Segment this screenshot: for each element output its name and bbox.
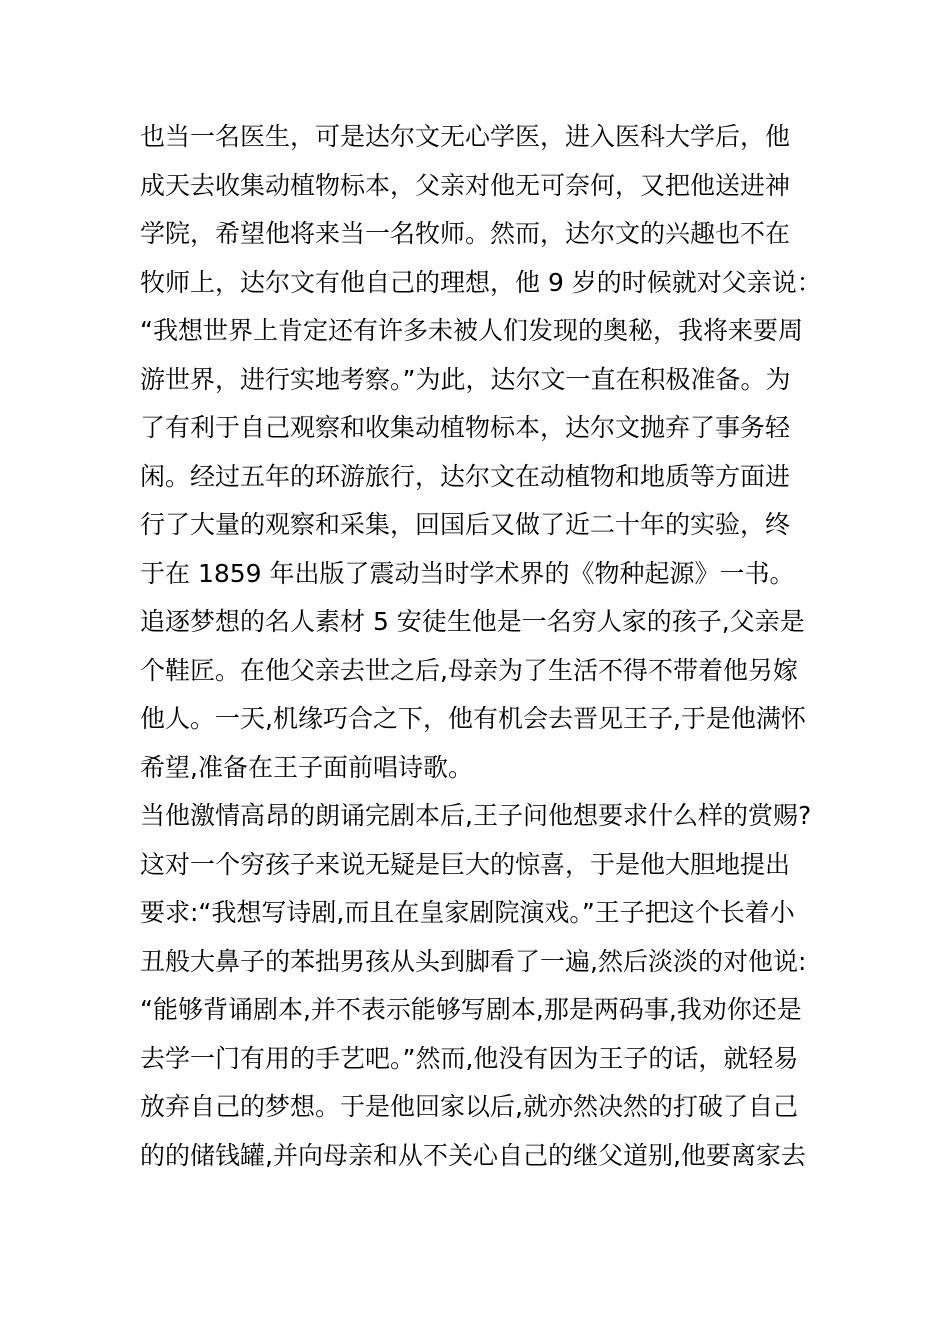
text-line-15: 当他激情高昂的朗诵完剧本后,王子问他想要求什么样的赏赐? [140, 801, 812, 830]
text-line-9: 行了大量的观察和采集，回国后又做了近二十年的实验，终 [140, 510, 791, 539]
body-text [140, 113, 840, 1180]
text-line-8: 闲。经过五年的环游旅行，达尔文在动植物和地质等方面进 [140, 461, 791, 491]
text-line-7: 了有利于自己观察和收集动植物标本，达尔文抛弃了事务轻 [140, 413, 791, 442]
text-line-4: 牧师上，达尔文有他自己的理想，他 9 岁的时候就对父亲说： [140, 267, 822, 297]
text-line-16: 这对一个穷孩子来说无疑是巨大的惊喜，于是他大胆地提出 [140, 849, 791, 879]
text-line-17: 要求:“我想写诗剧,而且在皇家剧院演戏。”王子把这个长着小 [140, 898, 795, 927]
text-line-6: 游世界，进行实地考察。”为此，达尔文一直在积极准备。为 [140, 364, 791, 394]
text-line-12: 个鞋匠。在他父亲去世之后,母亲为了生活不得不带着他另嫁 [140, 655, 798, 685]
text-line-14: 希望,准备在王子面前唱诗歌。 [140, 752, 473, 782]
text-line-19: “能够背诵剧本,并不表示能够写剧本,那是两码事,我劝你还是 [140, 995, 802, 1024]
text-line-18: 丑般大鼻子的苯拙男孩从头到脚看了一遍,然后淡淡的对他说: [140, 946, 807, 976]
text-line-11: 追逐梦想的名人素材 5 安徒生他是一名穷人家的孩子,父亲是 [140, 607, 805, 636]
text-line-1: 也当一名医生，可是达尔文无心学医，进入医科大学后，他 [140, 122, 791, 151]
text-line-21: 放弃自己的梦想。于是他回家以后,就亦然决然的打破了自己 [140, 1092, 798, 1121]
text-line-22: 的的储钱罐,并向母亲和从不关心自己的继父道别,他要离家去 [140, 1140, 806, 1170]
text-line-10: 于在 1859 年出版了震动当时学术界的《物种起源》一书。 [140, 558, 795, 588]
text-line-3: 学院，希望他将来当一名牧师。然而，达尔文的兴趣也不在 [140, 219, 791, 248]
text-line-13: 他人。一天,机缘巧合之下，他有机会去晋见王子,于是他满怀 [140, 704, 806, 733]
text-line-5: “我想世界上肯定还有许多未被人们发现的奥秘，我将来要周 [140, 316, 803, 345]
text-line-20: 去学一门有用的手艺吧。”然而,他没有因为王子的话，就轻易 [140, 1043, 799, 1073]
text-line-2: 成天去收集动植物标本，父亲对他无可奈何，又把他送进神 [140, 170, 791, 200]
